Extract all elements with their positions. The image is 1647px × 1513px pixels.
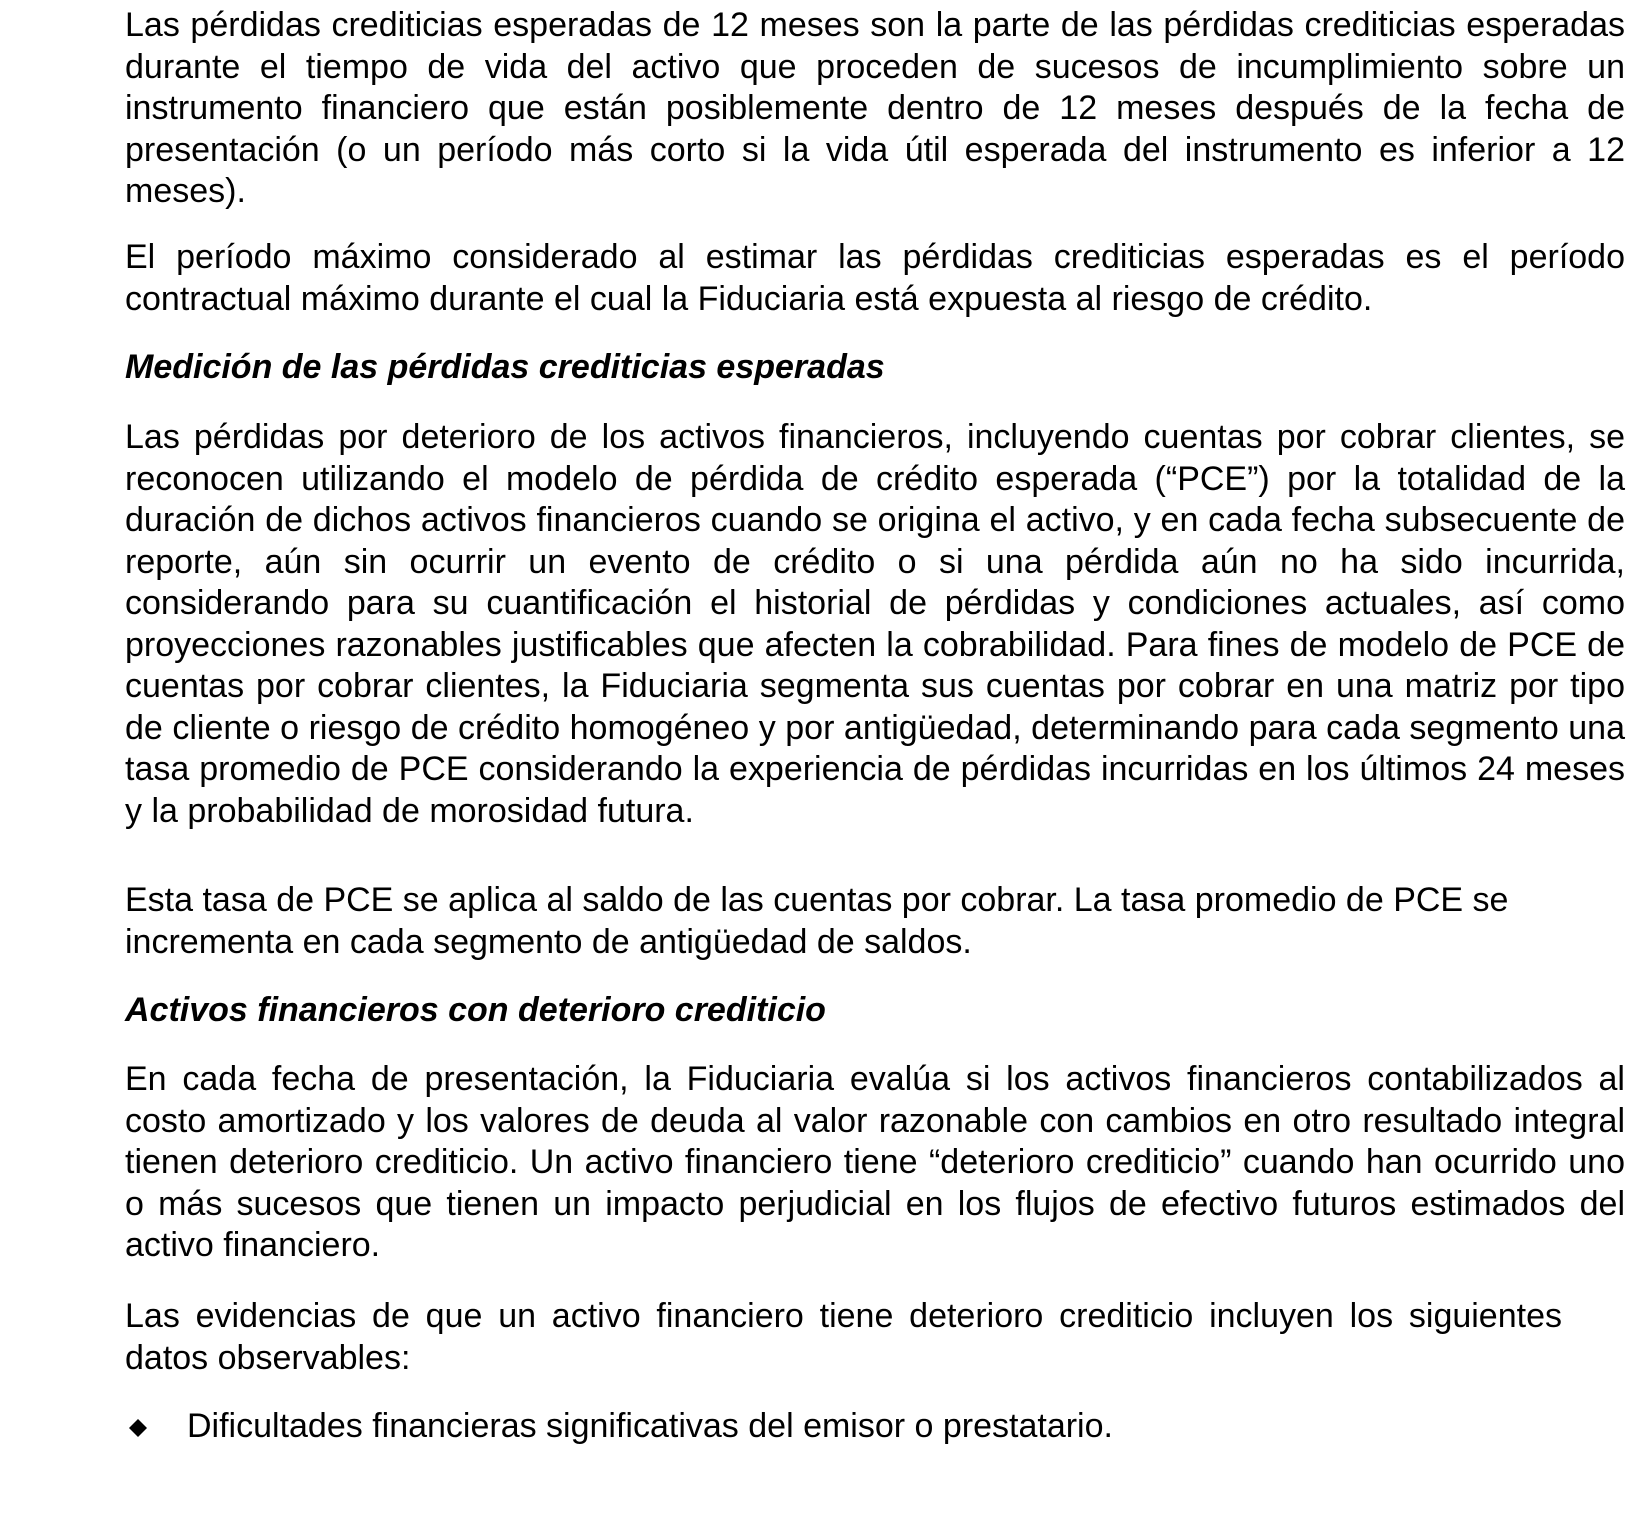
paragraph-perdidas-12-meses: Las pérdidas crediticias esperadas de 12 meses son la parte de las pérdidas crediticias esperadas durante el tiempo de vida del activo que proceden de sucesos de incumplimiento sobre un instrumento financiero que están posiblemente dentro de 12 meses después de la fecha de presentación (o un período más corto si la vida útil esperada del instrumento es inferior a 12 meses). bbox=[125, 6, 1625, 210]
bullet-list-item bbox=[125, 1406, 1625, 1448]
paragraph-periodo-maximo: El período máximo considerado al estimar las pérdidas crediticias esperadas es el período contractual máximo durante el cual la Fiduciaria está expuesta al riesgo de crédito. bbox=[125, 238, 1625, 318]
paragraph-perdidas-deterioro: Las pérdidas por deterioro de los activos financieros, incluyendo cuentas por cobrar clientes, se reconocen utilizando el modelo de pérdida de crédito esperada (“PCE”) por la totalidad de la duración de dichos activos financieros cuando se origina el activo, y en cada fecha subsecuente de reporte, aún sin ocurrir un evento de crédito o si una pérdida aún no ha sido incurrida, considerando para su cuantificación el historial de pérdidas y condiciones actuales, así como proyecciones razonables justificables que afecten la cobrabilidad. Para fines de modelo de PCE de cuentas por cobrar clientes, la Fiduciaria segmenta sus cuentas por cobrar en una matriz por tipo de cliente o riesgo de crédito homogéneo y por antigüedad, determinando para cada segmento una tasa promedio de PCE considerando la experiencia de pérdidas incurridas en los últimos 24 meses y la probabilidad de morosidad futura. bbox=[125, 418, 1625, 830]
heading-medicion-perdidas: Medición de las pérdidas crediticias esperadas bbox=[125, 348, 885, 386]
paragraph-tasa-pce: Esta tasa de PCE se aplica al saldo de las cuentas por cobrar. La tasa promedio de PCE se incrementa en cada segmento de antigüedad de saldos. bbox=[125, 881, 1509, 961]
paragraph-evidencias: Las evidencias de que un activo financiero tiene deterioro crediticio incluyen los siguientes datos observables: bbox=[125, 1297, 1562, 1377]
bullet-text: Dificultades financieras significativas del emisor o prestatario. bbox=[187, 1407, 1113, 1445]
diamond-bullet-icon bbox=[125, 1406, 187, 1437]
paragraph-fecha-presentacion: En cada fecha de presentación, la Fiduciaria evalúa si los activos financieros contabilizados al costo amortizado y los valores de deuda al valor razonable con cambios en otro resultado integral tienen deterioro crediticio. Un activo financiero tiene “deterioro crediticio” cuando han ocurrido uno o más sucesos que tienen un impacto perjudicial en los flujos de efectivo futuros estimados del activo financiero. bbox=[125, 1060, 1625, 1264]
heading-activos-deterioro: Activos financieros con deterioro crediticio bbox=[125, 991, 826, 1029]
